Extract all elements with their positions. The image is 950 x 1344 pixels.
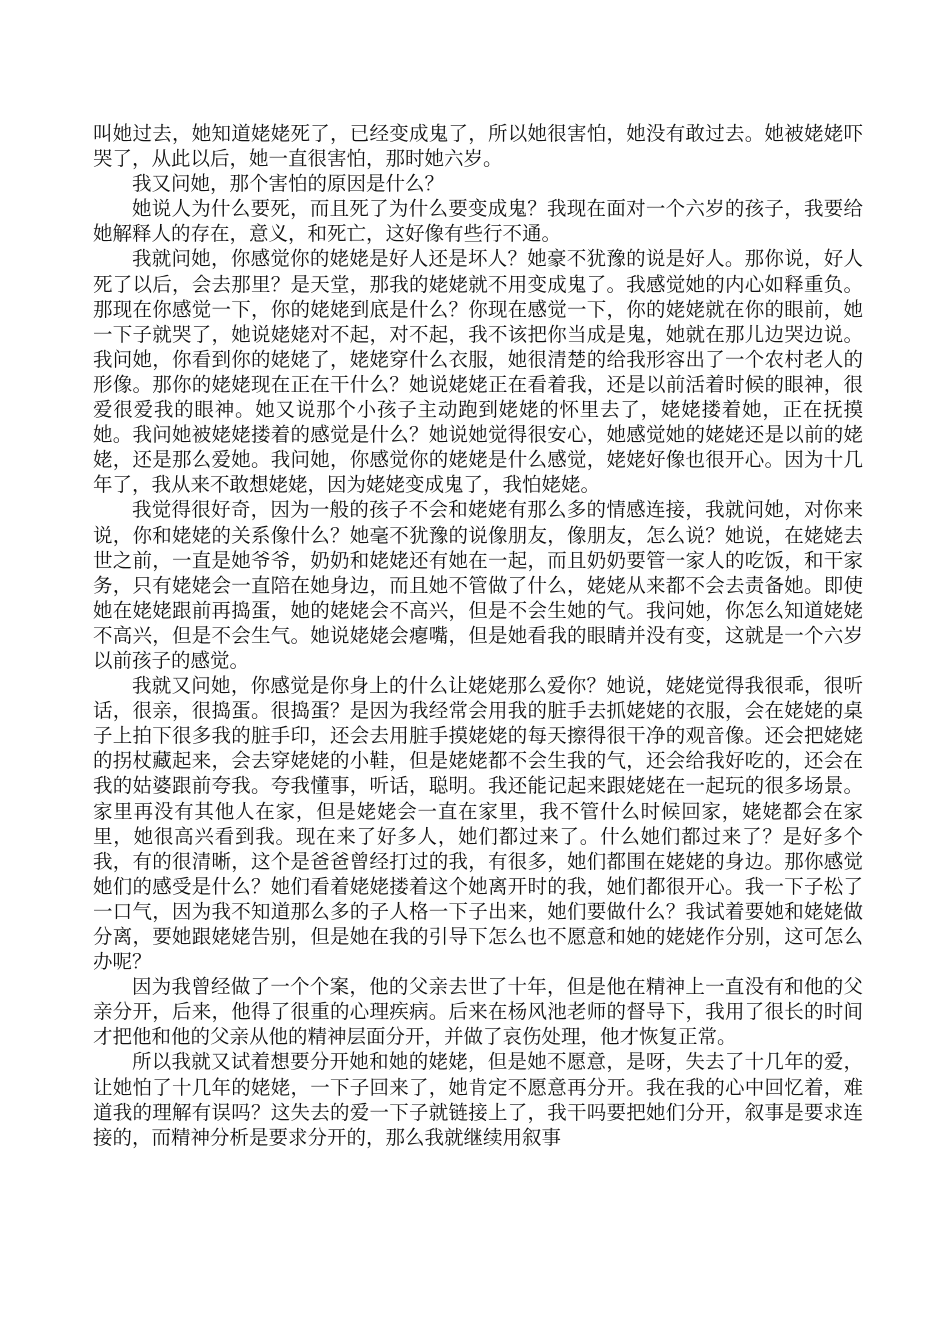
paragraph-continuation: 叫她过去，她知道姥姥死了，已经变成鬼了，所以她很害怕，她没有敢过去。她被姥姥吓哭了，从此以后，她一直很害怕，那时她六岁。 <box>93 122 863 171</box>
paragraph: 我就又问她，你感觉是你身上的什么让姥姥那么爱你？她说，姥姥觉得我很乖，很听话，很亲，很捣蛋。很捣蛋？是因为我经常会用我的脏手去抓姥姥的衣服，会在姥姥的桌子上拍下很多我的脏手印，还会去用脏手摸姥姥的每天擦得很干净的观音像。还会把姥姥的拐杖藏起来，会去穿姥姥的小鞋，但是姥姥都不会生我的气，还会给我好吃的，还会在我的姑婆跟前夸我。夸我懂事，听话，聪明。我还能记起来跟姥姥在一起玩的很多场景。家里再没有其他人在家，但是姥姥会一直在家里，我不管什么时候回家，姥姥都会在家里，她很高兴看到我。现在来了好多人，她们都过来了。什么她们都过来了？是好多个我，有的很清晰，这个是爸爸曾经打过的我，有很多，她们都围在姥姥的身边。那你感觉她们的感受是什么？她们看着姥姥搂着这个她离开时的我，她们都很开心。我一下子松了一口气，因为我不知道那么多的子人格一下子出来，她们要做什么？我试着要她和姥姥做分离，要她跟姥姥告别，但是她在我的引导下怎么也不愿意和她的姥姥作分别，这可怎么办呢？ <box>93 674 863 974</box>
paragraph: 我又问她，那个害怕的原因是什么？ <box>132 172 445 196</box>
paragraph: 我觉得很好奇，因为一般的孩子不会和姥姥有那么多的情感连接，我就问她，对你来说，你和姥姥的关系像什么？她毫不犹豫的说像朋友，像朋友，怎么说？她说，在姥姥去世之前，一直是她爷爷，奶奶和姥姥还有她在一起，而且奶奶要管一家人的吃饭，和干家务，只有姥姥会一直陪在她身边，而且她不管做了什么，姥姥从来都不会去责备她。即使她在姥姥跟前再捣蛋，她的姥姥会不高兴，但是不会生她的气。我问她，你怎么知道姥姥不高兴，但是不会生气。她说姥姥会瘪嘴，但是她看我的眼睛并没有变，这就是一个六岁以前孩子的感觉。 <box>93 498 863 672</box>
paragraph: 她说人为什么要死，而且死了为什么要变成鬼？我现在面对一个六岁的孩子，我要给她解释人的存在，意义，和死亡，这好像有些行不通。 <box>93 197 863 246</box>
document-body <box>93 121 863 1150</box>
paragraph: 所以我就又试着想要分开她和她的姥姥，但是她不愿意，是呀，失去了十几年的爱，让她怕了十几年的姥姥，一下子回来了，她肯定不愿意再分开。我在我的心中回忆着，难道我的理解有误吗？这失去的爱一下子就链接上了，我干吗要把她们分开，叙事是要求连接的，而精神分析是要求分开的，那么我就继续用叙事 <box>93 1050 863 1149</box>
paragraph: 因为我曾经做了一个个案，他的父亲去世了十年，但是他在精神上一直没有和他的父亲分开，后来，他得了很重的心理疾病。后来在杨风池老师的督导下，我用了很长的时间才把他和他的父亲从他的精神层面分开，并做了哀伤处理，他才恢复正常。 <box>93 975 863 1049</box>
paragraph: 我就问她，你感觉你的姥姥是好人还是坏人？她豪不犹豫的说是好人。那你说，好人死了以后，会去那里？是天堂，那我的姥姥就不用变成鬼了。我感觉她的内心如释重负。那现在你感觉一下，你的姥姥到底是什么？你现在感觉一下，你的姥姥就在你的眼前，她一下子就哭了，她说姥姥对不起，对不起，我不该把你当成是鬼，她就在那儿边哭边说。我问她，你看到你的姥姥了，姥姥穿什么衣服，她很清楚的给我形容出了一个农村老人的形像。那你的姥姥现在正在干什么？她说姥姥正在看着我，还是以前活着时候的眼神，很爱很爱我的眼神。她又说那个小孩子主动跑到姥姥的怀里去了，姥姥搂着她，正在抚摸她。我问她被姥姥搂着的感觉是什么？她说她觉得很安心，她感觉她的姥姥还是以前的姥姥，还是那么爱她。我问她，你感觉你的姥姥是什么感觉，姥姥好像也很开心。因为十几年了，我从来不敢想姥姥，因为姥姥变成鬼了，我怕姥姥。 <box>93 247 863 497</box>
